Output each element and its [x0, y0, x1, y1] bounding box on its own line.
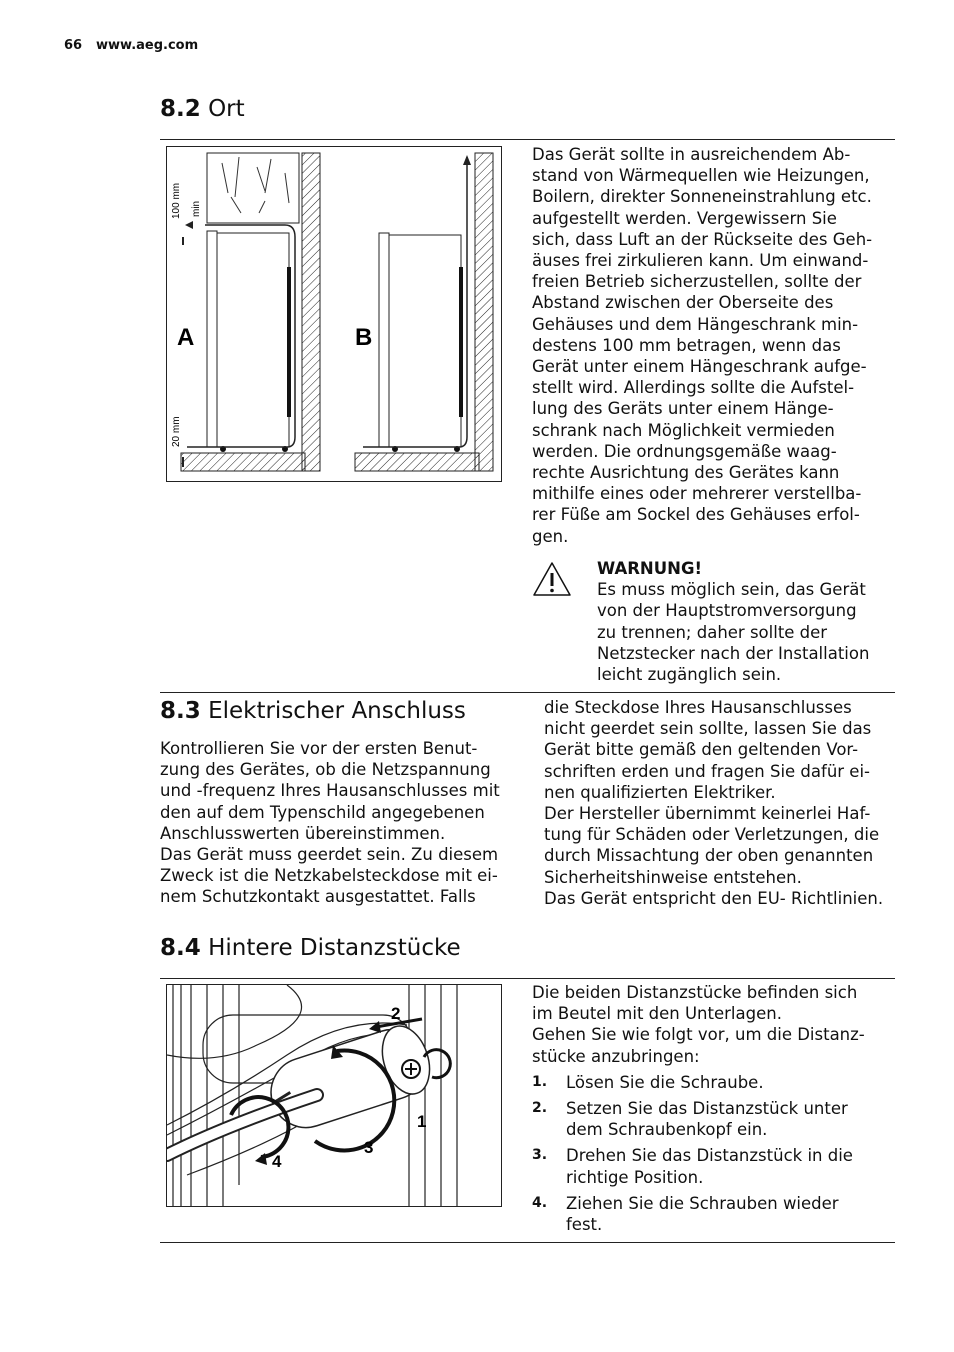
page-number: 66	[64, 38, 83, 53]
callout-2: 2	[391, 1004, 401, 1023]
steps-list	[532, 1072, 892, 1235]
text-line: durch Missachtung der oben genannten	[544, 846, 874, 866]
text-line: lung des Geräts unter einem Hänge-	[532, 399, 834, 419]
text-line: zung des Gerätes, ob die Netzspannung	[160, 760, 491, 780]
dim-top-label: 100 mm	[171, 182, 182, 219]
text-line: rechte Ausrichtung des Gerätes kann	[532, 463, 840, 483]
text-line: die Steckdose Ihres Hausanschlusses	[544, 698, 852, 717]
section-title: Hintere Distanzstücke	[208, 935, 461, 961]
label-a: A	[177, 324, 195, 351]
warning-line: von der Hauptstromversorgung	[597, 601, 857, 621]
text-line: Gehäuses und dem Hängeschrank min-	[532, 314, 859, 334]
text-line: nicht geerdet sein sollte, lassen Sie das	[544, 719, 872, 739]
step-line: Setzen Sie das Distanzstück unter	[566, 1099, 848, 1119]
text-line: stand von Wärmequellen wie Heizungen,	[532, 166, 870, 186]
text-line: destens 100 mm betragen, wenn das	[532, 335, 841, 355]
section-heading-8-3	[160, 698, 466, 724]
divider	[160, 139, 895, 140]
text-line: den auf dem Typenschild angegebenen	[160, 802, 485, 822]
text-line: Kontrollieren Sie vor der ersten Benut-	[160, 739, 478, 758]
warning-line: zu trennen; daher sollte der	[597, 622, 828, 642]
text-line: nen qualifizierten Elektriker.	[544, 782, 776, 802]
section-heading-8-4	[160, 935, 461, 961]
text-line: gen.	[532, 526, 569, 546]
section-title: Ort	[208, 96, 245, 122]
text-line: Gehen Sie wie folgt vor, um die Distanz-	[532, 1025, 865, 1045]
warning-title: WARNUNG!	[597, 559, 703, 578]
section-number: 8.3	[160, 698, 201, 724]
section-8-3-right-text	[544, 697, 904, 909]
divider	[160, 1242, 895, 1243]
text-line: freien Betrieb sicherzustellen, sollte der	[532, 272, 862, 292]
text-line: Gerät bitte gemäß den geltenden Vor-	[544, 740, 859, 760]
dim-bottom-label: 20 mm	[171, 416, 182, 447]
spacer-diagram	[166, 984, 502, 1207]
dim-top-min-label: min	[191, 200, 202, 217]
section-number: 8.4	[160, 935, 201, 961]
section-title: Elektrischer Anschluss	[208, 698, 466, 724]
placement-illustration	[167, 147, 501, 481]
text-line: äuses frei zirkulieren kann. Um einwand-	[532, 251, 869, 271]
text-line: tung für Schäden oder Verletzungen, die	[544, 825, 880, 845]
warning-line: Es muss möglich sein, das Gerät	[597, 580, 866, 600]
text-line: Gerät unter einem Hängeschrank aufge-	[532, 357, 867, 377]
list-item	[532, 1145, 892, 1187]
placement-diagram	[166, 146, 502, 482]
text-line: aufgestellt werden. Vergewissern Sie	[532, 208, 837, 228]
warning-line: Netzstecker nach der Installation	[597, 643, 870, 663]
section-heading-8-2	[160, 96, 245, 122]
text-line: im Beutel mit den Unterlagen.	[532, 1004, 782, 1024]
text-line: Sicherheitshinweise entstehen.	[544, 867, 802, 887]
text-line: werden. Die ordnungsgemäße waag-	[532, 441, 837, 461]
text-line: stellt wird. Allerdings sollte die Aufstel-	[532, 378, 855, 398]
step-line: fest.	[566, 1215, 603, 1235]
text-line: Das Gerät sollte in ausreichendem Ab-	[532, 145, 851, 164]
divider	[160, 978, 895, 979]
text-line: Boilern, direkter Sonneneinstrahlung etc.	[532, 187, 872, 207]
text-line: rer Füße am Sockel des Gehäuses erfol-	[532, 505, 860, 525]
text-line: Das Gerät entspricht den EU- Richtlinien.	[544, 888, 884, 908]
callout-1: 1	[417, 1112, 427, 1131]
step-number: 4.	[532, 1194, 548, 1211]
list-item	[532, 1098, 892, 1140]
text-line: Abstand zwischen der Oberseite des	[532, 293, 834, 313]
label-b: B	[355, 324, 373, 351]
warning-line: leicht zugänglich sein.	[597, 665, 782, 685]
step-line: Lösen Sie die Schraube.	[566, 1072, 764, 1092]
header-url: www.aeg.com	[96, 38, 199, 53]
section-number: 8.2	[160, 96, 201, 122]
step-number: 3.	[532, 1147, 548, 1164]
step-line: dem Schraubenkopf ein.	[566, 1120, 768, 1140]
divider	[160, 692, 895, 693]
section-8-3-left-text	[160, 738, 520, 908]
text-line: nem Schutzkontakt ausgestattet. Falls	[160, 887, 476, 907]
text-line: Die beiden Distanzstücke befinden sich	[532, 983, 858, 1002]
list-item	[532, 1193, 892, 1235]
text-line: sich, dass Luft an der Rückseite des Geh-	[532, 229, 873, 249]
text-line: schriften erden und fragen Sie dafür ei-	[544, 761, 870, 781]
section-8-2-text	[532, 144, 892, 547]
step-line: Drehen Sie das Distanzstück in die	[566, 1146, 853, 1166]
text-line: stücke anzubringen:	[532, 1046, 700, 1066]
text-line: schrank nach Möglichkeit vermieden	[532, 420, 835, 440]
step-number: 2.	[532, 1100, 548, 1117]
text-line: Zweck ist die Netzkabelsteckdose mit ei-	[160, 866, 498, 886]
callout-4: 4	[272, 1152, 282, 1171]
text-line: Der Hersteller übernimmt keinerlei Haf-	[544, 804, 871, 824]
spacer-illustration	[167, 985, 501, 1206]
text-line: und -frequenz Ihres Hausanschlusses mit	[160, 781, 500, 801]
step-number: 1.	[532, 1073, 548, 1090]
text-line: mithilfe eines oder mehrerer verstellba-	[532, 484, 862, 504]
text-line: Anschlusswerten übereinstimmen.	[160, 823, 446, 843]
warning-icon	[532, 560, 572, 600]
step-line: richtige Position.	[566, 1167, 704, 1187]
warning-box	[597, 558, 897, 685]
callout-3: 3	[364, 1138, 374, 1157]
section-8-4-text	[532, 982, 892, 1240]
step-line: Ziehen Sie die Schrauben wieder	[566, 1193, 839, 1213]
text-line: Das Gerät muss geerdet sein. Zu diesem	[160, 845, 499, 865]
list-item	[532, 1072, 892, 1093]
